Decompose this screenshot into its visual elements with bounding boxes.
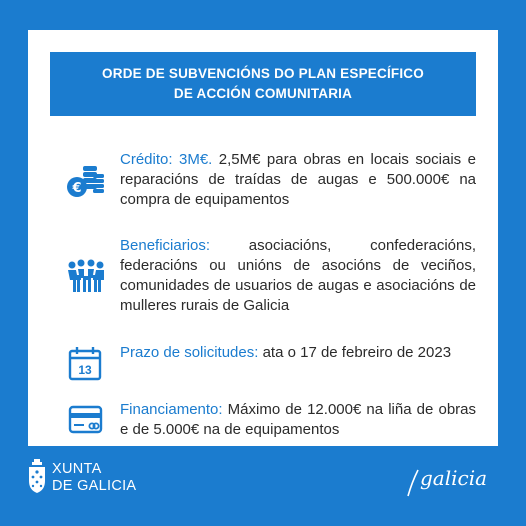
funding-body: Máximo de 12.000€ na liña de obras e de 5.000€ na de equipamentos — [120, 401, 476, 438]
credit-card-icon — [66, 400, 106, 440]
credit-label: Crédito: 3M€. — [120, 151, 213, 168]
galicia-swoosh-icon — [406, 468, 420, 498]
coins-euro-icon — [66, 160, 106, 200]
info-card — [28, 30, 498, 446]
footer — [0, 446, 526, 526]
header-title: ORDE DE SUBVENCIÓNS DO PLAN ESPECÍFICO DE ACCIÓN COMUNITARIA — [102, 66, 424, 101]
deadline-body: ata o 17 de febreiro de 2023 — [258, 344, 452, 361]
xunta-line1: XUNTA — [52, 461, 102, 477]
funding-text — [120, 400, 476, 440]
people-group-icon — [66, 256, 106, 296]
beneficiaries-label: Beneficiarios: — [120, 237, 211, 254]
calendar-day: 13 — [78, 363, 92, 377]
deadline-label: Prazo de solicitudes: — [120, 344, 259, 361]
header-banner — [50, 52, 476, 116]
galicia-brand: galicia — [420, 466, 488, 490]
deadline-text — [120, 343, 476, 363]
credit-text — [120, 150, 476, 210]
beneficiaries-text — [120, 236, 476, 316]
beneficiaries-body: asociacións, confederacións, federacións ou unións de asocións de veciños, comunidades de usuarios de augas e asociacións de mulleres rurais de Galicia — [120, 237, 476, 314]
xunta-logo-text — [52, 461, 136, 495]
xunta-coat-of-arms-icon — [28, 459, 46, 493]
svg-text:€: € — [72, 181, 82, 196]
credit-body: 2,5M€ para obras en locais sociais e reparacións de traídas de augas e 500.000€ na compra de equipamentos — [120, 151, 476, 208]
calendar-icon — [66, 343, 106, 383]
xunta-line2: DE GALICIA — [52, 478, 137, 494]
funding-label: Financiamento: — [120, 401, 223, 418]
